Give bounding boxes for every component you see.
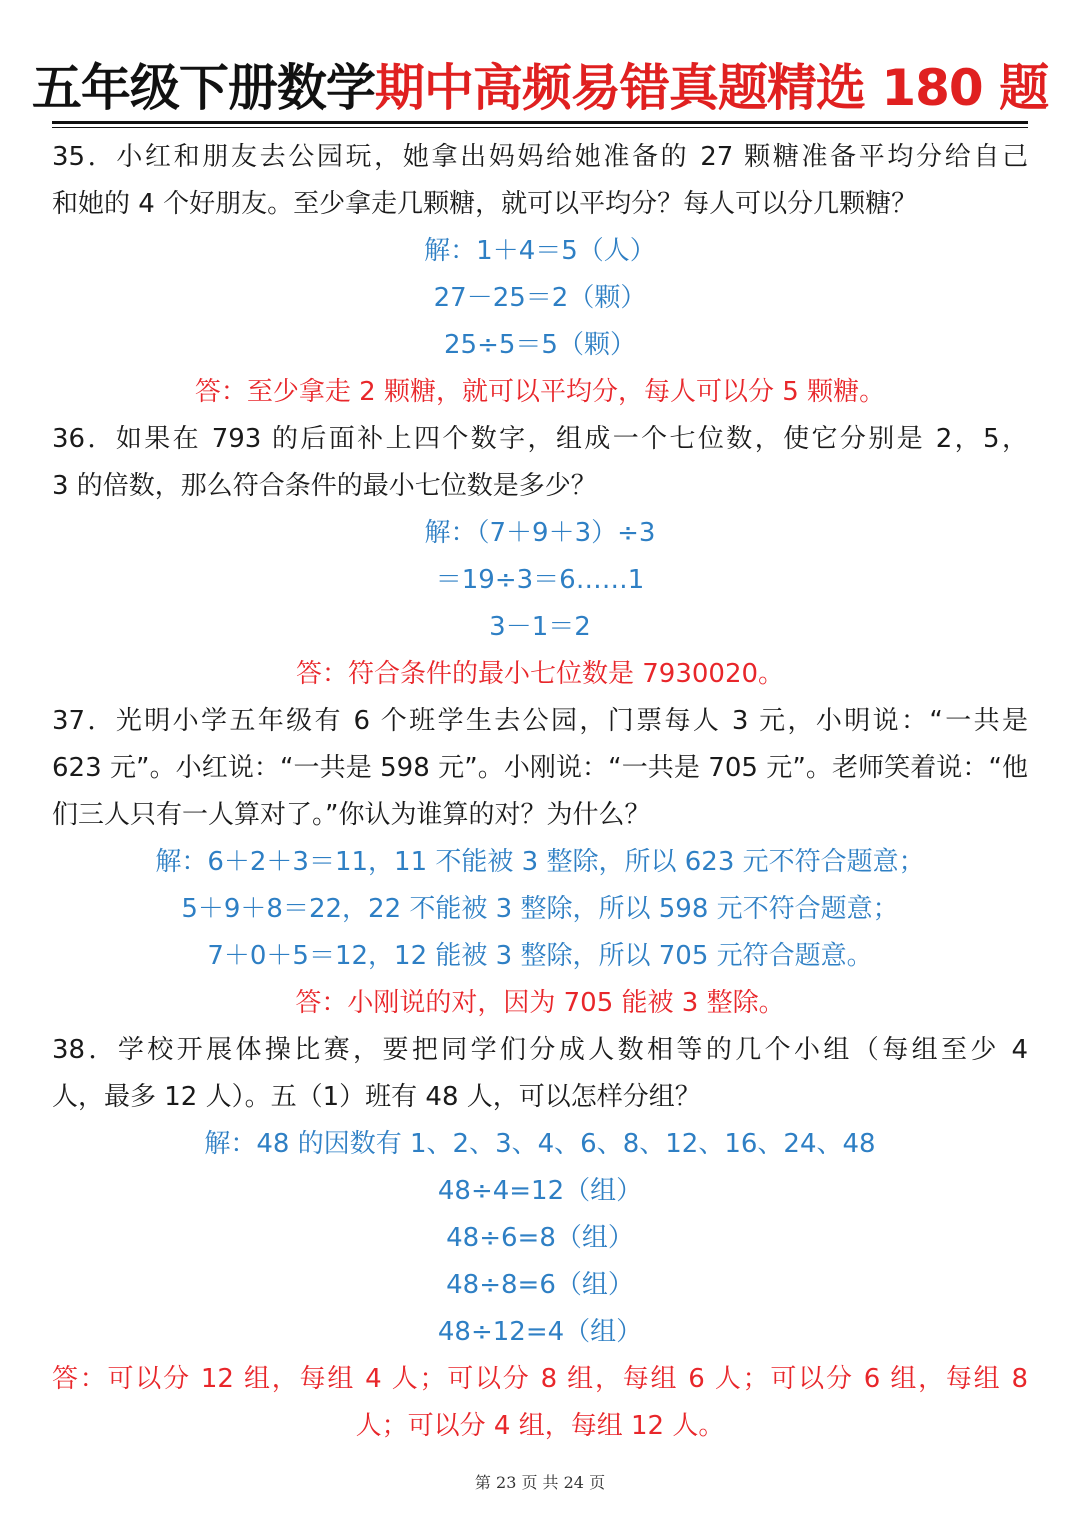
solution-line: 7＋0＋5＝12，12 能被 3 整除，所以 705 元符合题意。 <box>207 941 873 971</box>
question-line: 35．小红和朋友去公园玩，她拿出妈妈给她准备的 27 颗糖准备平均分给自己 <box>52 142 1028 172</box>
solution-line: 5＋9＋8＝22，22 不能被 3 整除，所以 598 元不符合题意； <box>181 894 899 924</box>
solution-line: ＝19÷3＝6……1 <box>435 565 645 595</box>
solution-line: 解：1＋4＝5（人） <box>424 236 656 266</box>
problem-38 <box>52 1027 1028 1450</box>
solution-line: 48÷12=4（组） <box>437 1317 643 1347</box>
solution-line: 解：6＋2＋3＝11，11 不能被 3 整除，所以 623 元不符合题意； <box>155 847 925 877</box>
solution-line: 25÷5＝5（颗） <box>444 330 636 360</box>
solution-line: 48÷6=8（组） <box>446 1223 634 1253</box>
solution-line: 48÷8=6（组） <box>446 1270 634 1300</box>
question-line: 们三人只有一人算对了。”你认为谁算的对？为什么？ <box>52 800 651 830</box>
solution-line: 解：（7＋9＋3）÷3 <box>424 518 656 548</box>
title-underline-thick <box>52 121 1028 124</box>
question-line: 36．如果在 793 的后面补上四个数字，组成一个七位数，使它分别是 2，5， <box>52 424 1028 454</box>
question-line: 38．学校开展体操比赛，要把同学们分成人数相等的几个小组（每组至少 4 <box>52 1035 1028 1065</box>
title-underline-thin <box>52 127 1028 128</box>
answer-line: 答：可以分 12 组，每组 4 人；可以分 8 组，每组 6 人；可以分 6 组，每组 8 <box>52 1364 1028 1394</box>
answer-line: 人；可以分 4 组，每组 12 人。 <box>355 1411 725 1441</box>
solution-line: 27－25＝2（颗） <box>433 283 647 313</box>
page-number: 第 23 页 共 24 页 <box>474 1473 606 1492</box>
question-line: 人，最多 12 人）。五（1）班有 48 人，可以怎样分组？ <box>52 1082 701 1112</box>
solution-line: 48÷4=12（组） <box>437 1176 643 1206</box>
title-black-part: 五年级下册数学 <box>31 59 375 117</box>
problem-35 <box>52 134 1028 416</box>
solution-line: 3－1＝2 <box>489 612 591 642</box>
answer-line: 答：符合条件的最小七位数是 7930020。 <box>295 659 785 689</box>
question-line: 和她的 4 个好朋友。至少拿走几颗糖，就可以平均分？每人可以分几颗糖？ <box>52 189 918 219</box>
solution-line: 解：48 的因数有 1、2、3、4、6、8、12、16、24、48 <box>204 1129 876 1159</box>
problem-36 <box>52 416 1028 698</box>
problem-list <box>52 134 1028 1450</box>
question-line: 3 的倍数，那么符合条件的最小七位数是多少？ <box>52 471 597 501</box>
problem-37 <box>52 698 1028 1027</box>
answer-line: 答：小刚说的对，因为 705 能被 3 整除。 <box>295 988 785 1018</box>
page-title <box>0 56 1080 120</box>
answer-line: 答：至少拿走 2 颗糖，就可以平均分，每人可以分 5 颗糖。 <box>194 377 886 407</box>
title-red-part: 期中高频易错真题精选 180 题 <box>374 59 1049 117</box>
question-line: 37．光明小学五年级有 6 个班学生去公园，门票每人 3 元，小明说：“一共是 <box>52 706 1028 736</box>
question-line: 623 元”。小红说：“一共是 598 元”。小刚说：“一共是 705 元”。老师笑着说：“他 <box>52 753 1028 783</box>
